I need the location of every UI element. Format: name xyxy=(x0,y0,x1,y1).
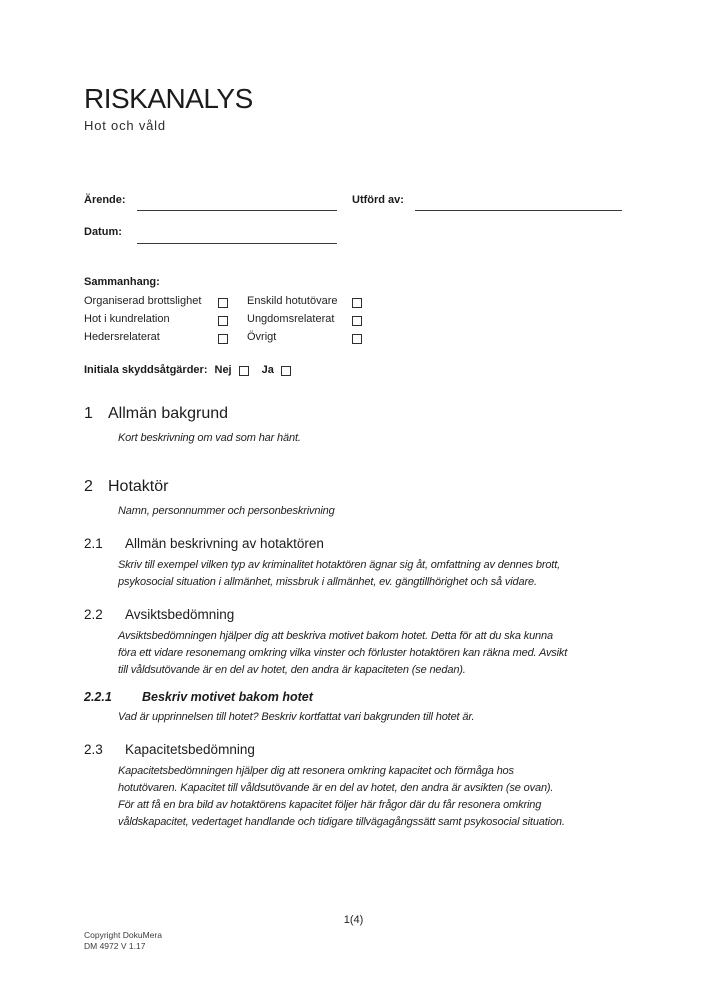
sammanhang-heading: Sammanhang: xyxy=(84,276,160,288)
document-section xyxy=(84,404,570,447)
option-label: Hedersrelaterat xyxy=(84,331,160,343)
option-checkbox[interactable] xyxy=(352,334,362,344)
copyright-footer xyxy=(84,930,162,951)
option-checkbox[interactable] xyxy=(218,334,228,344)
document-section xyxy=(84,606,570,679)
section-number: 2.2 xyxy=(84,607,103,622)
option-label: Enskild hotutövare xyxy=(247,295,338,307)
section-heading xyxy=(84,606,570,624)
section-number: 2 xyxy=(84,478,93,495)
nej-label: Nej xyxy=(214,364,232,376)
document-section xyxy=(84,741,570,831)
sammanhang-row xyxy=(84,310,364,328)
section-description: Namn, personnummer och personbeskrivning xyxy=(118,505,335,517)
nej-checkbox[interactable] xyxy=(239,366,249,376)
page-subtitle: Hot och våld xyxy=(84,118,166,133)
datum-input-line[interactable] xyxy=(137,243,337,244)
section-heading xyxy=(84,535,570,553)
option-label: Organiserad brottslighet xyxy=(84,295,202,307)
ja-label: Ja xyxy=(261,364,274,376)
section-number: 2.2.1 xyxy=(84,690,112,704)
document-id-line: DM 4972 V 1.17 xyxy=(84,940,146,951)
section-description: Skriv till exempel vilken typ av kriminalitet hotaktören ägnar sig åt, omfattning av dennes brott, psykosocial situation i allmänhet, missbruk i allmänhet, ev. gängtillhörighet och så vidare. xyxy=(118,559,561,588)
section-number: 2.1 xyxy=(84,536,103,551)
option-label: Ungdomsrelaterat xyxy=(247,313,335,325)
section-title: Allmän beskrivning av hotaktören xyxy=(125,536,324,551)
section-title: Beskriv motivet bakom hotet xyxy=(142,690,313,704)
arende-input-line[interactable] xyxy=(137,210,337,211)
section-heading xyxy=(84,404,570,424)
datum-label: Datum: xyxy=(84,226,122,238)
document-section xyxy=(84,535,570,591)
document-section xyxy=(84,477,570,520)
section-number: 1 xyxy=(84,405,93,422)
sammanhang-row xyxy=(84,292,364,310)
page-number: 1(4) xyxy=(343,914,364,926)
section-title: Kapacitetsbedömning xyxy=(125,742,255,757)
section-title: Hotaktör xyxy=(108,478,169,495)
option-checkbox[interactable] xyxy=(352,316,362,326)
section-description: Vad är upprinnelsen till hotet? Beskriv kortfattat vari bakgrunden till hotet är. xyxy=(118,711,475,723)
option-checkbox[interactable] xyxy=(352,298,362,308)
document-section xyxy=(84,689,570,726)
sammanhang-row xyxy=(84,328,364,346)
page-title: RISKANALYS xyxy=(84,83,253,114)
section-heading xyxy=(84,477,570,497)
option-label: Hot i kundrelation xyxy=(84,313,170,325)
utford-av-input-line[interactable] xyxy=(415,210,622,211)
sammanhang-options xyxy=(84,292,364,346)
section-heading xyxy=(84,689,570,706)
utford-av-label: Utförd av: xyxy=(352,194,404,206)
initiala-skyddsatgarder-row xyxy=(84,364,291,376)
option-checkbox[interactable] xyxy=(218,298,228,308)
section-number: 2.3 xyxy=(84,742,103,757)
ja-checkbox[interactable] xyxy=(281,366,291,376)
sections xyxy=(84,404,570,831)
section-description: Kort beskrivning om vad som har hänt. xyxy=(118,432,301,444)
option-label: Övrigt xyxy=(247,331,277,343)
section-description: Avsiktsbedömningen hjälper dig att beskriva motivet bakom hotet. Detta för att du ska kunna föra ett vidare resonemang omkring vilka vinster och förluster hotaktören kan räkna med. Avsikt till våldsutövande är en del av hotet, den andra är kapaciteten (se nedan). xyxy=(118,630,568,676)
section-heading xyxy=(84,741,570,759)
option-checkbox[interactable] xyxy=(218,316,228,326)
section-title: Allmän bakgrund xyxy=(108,405,229,422)
section-description: Kapacitetsbedömningen hjälper dig att resonera omkring kapacitet och förmåga hos hotutövaren. Kapacitet till våldsutövande är en del av hotet, den andra är avsikten (se ovan). För att få en bra bild av hotaktörens kapacitet följer här frågor där du får resonera omkring våldskapacitet, vedertaget handlande och tidigare tillvägagångssätt samt psykosocial situation. xyxy=(118,765,565,828)
section-title: Avsiktsbedömning xyxy=(125,607,235,622)
copyright-line: Copyright DokuMera xyxy=(84,930,162,940)
initiala-label: Initiala skyddsåtgärder: xyxy=(84,364,208,376)
arende-label: Ärende: xyxy=(84,194,126,206)
